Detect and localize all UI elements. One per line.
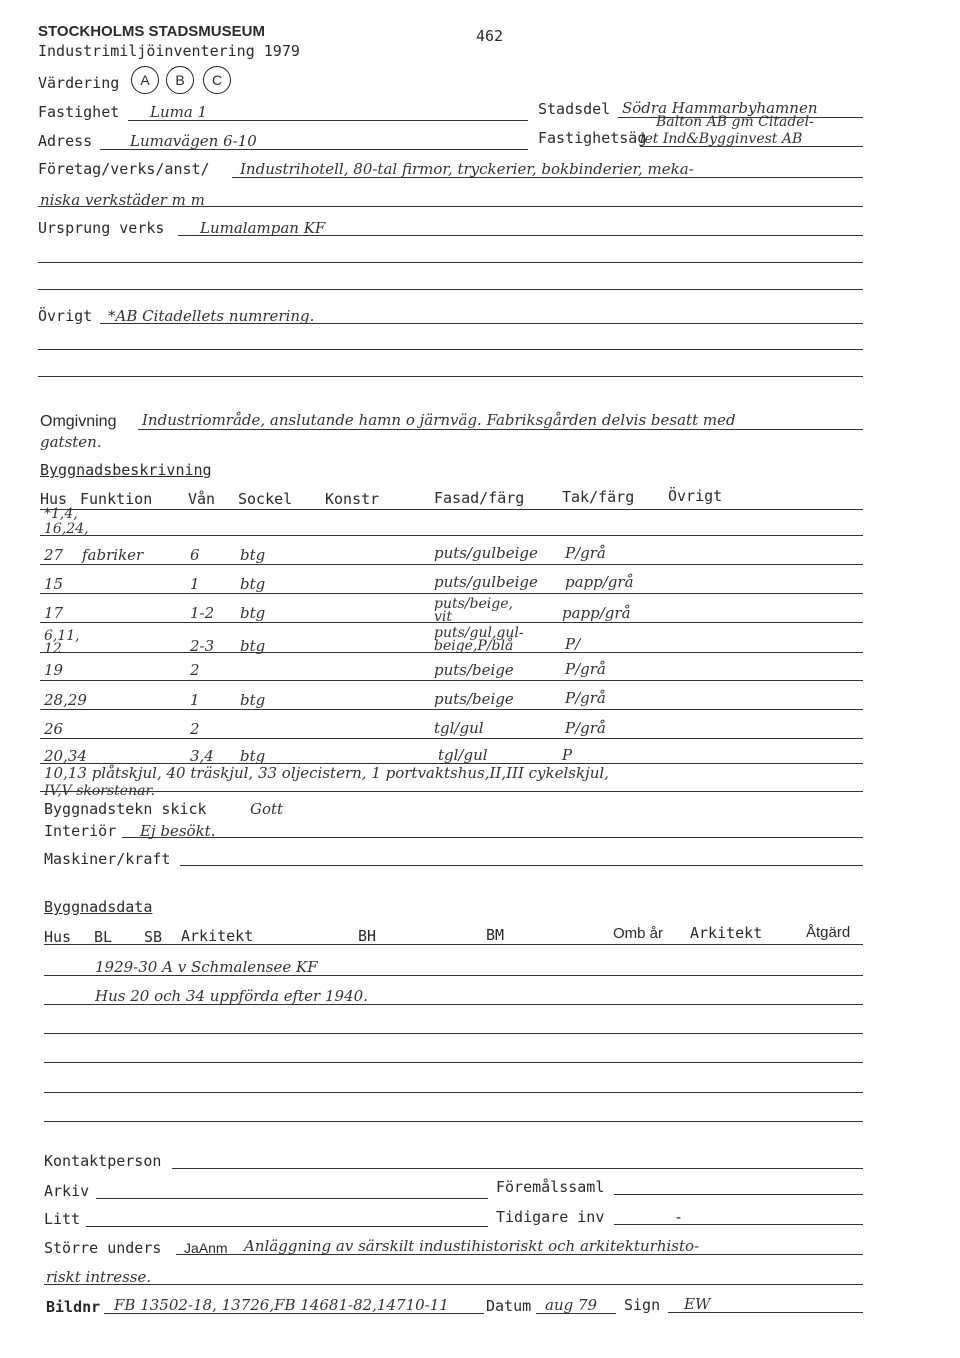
ursprung-value: Lumalampan KF bbox=[200, 219, 326, 237]
omgivning-label: Omgivning bbox=[40, 413, 117, 430]
table-row-tak: P bbox=[562, 746, 573, 764]
table-row-hus-line2: 12 bbox=[44, 641, 62, 657]
foremalssaml-label: Föremålssaml bbox=[496, 1178, 605, 1196]
bd-col-hus: Hus bbox=[44, 928, 72, 946]
storre-initials: JaAnm bbox=[184, 1240, 228, 1256]
interior-value: Ej besökt. bbox=[140, 822, 216, 840]
table-row-hus: 27 bbox=[44, 546, 64, 564]
table-row-fasad: puts/beige, bbox=[434, 596, 513, 612]
bd-col-sb: SB bbox=[144, 928, 163, 946]
building-note-1: 10,13 plåtskjul, 40 träskjul, 33 oljecistern, 1 portvaktshus,II,III cykelskjul, bbox=[44, 764, 609, 782]
bd-row-2: Hus 20 och 34 uppförda efter 1940. bbox=[95, 987, 368, 1005]
museum-title: STOCKHOLMS STADSMUSEUM bbox=[38, 23, 265, 40]
fastighetsagare-label: Fastighetsäg bbox=[538, 129, 647, 147]
kontaktperson-label: Kontaktperson bbox=[44, 1152, 162, 1170]
fastighet-label: Fastighet bbox=[38, 103, 120, 121]
table-row-funktion: fabriker bbox=[82, 546, 144, 564]
fastighet-value: Luma 1 bbox=[150, 103, 208, 121]
sign-label: Sign bbox=[624, 1296, 661, 1314]
table-row-hus: 26 bbox=[44, 720, 64, 738]
table-row-sockel: btg bbox=[240, 637, 266, 655]
bd-col-omb-ar: Omb år bbox=[613, 925, 664, 942]
foretag-value-2: niska verkstäder m m bbox=[40, 191, 205, 209]
litt-label: Litt bbox=[44, 1210, 81, 1228]
arkiv-label: Arkiv bbox=[44, 1182, 90, 1200]
interior-label: Interiör bbox=[44, 822, 117, 840]
valuation-label: Värdering bbox=[38, 74, 120, 92]
ursprung-label: Ursprung verks bbox=[38, 219, 165, 237]
adress-label: Adress bbox=[38, 132, 93, 150]
col-sockel: Sockel bbox=[238, 490, 293, 508]
table-row-van: 2 bbox=[190, 661, 200, 679]
maskiner-label: Maskiner/kraft bbox=[44, 850, 171, 868]
bd-col-bl: BL bbox=[94, 928, 113, 946]
ovrigt-label: Övrigt bbox=[38, 307, 93, 325]
col-hus: Hus bbox=[40, 490, 68, 508]
table-row-sockel: btg bbox=[240, 604, 266, 622]
table-row-tak: P/grå bbox=[565, 719, 606, 737]
table-row-hus: 28,29 bbox=[44, 691, 87, 709]
table-row-van: 3,4 bbox=[190, 747, 214, 765]
table-row-hus: 19 bbox=[44, 661, 64, 679]
storre-value-1: Anläggning av särskilt industihistoriskt och arkitekturhisto- bbox=[244, 1237, 700, 1255]
valuation-option-c: C bbox=[203, 66, 231, 94]
valuation-option-a: A bbox=[131, 66, 159, 94]
table-row-hus: 15 bbox=[44, 575, 64, 593]
col-tak: Tak/färg bbox=[562, 488, 635, 506]
table-row-tak: papp/grå bbox=[562, 604, 631, 622]
table-row-hus: *1,4, bbox=[44, 506, 78, 522]
storre-label: Större unders bbox=[44, 1239, 162, 1257]
table-row-van: 6 bbox=[190, 546, 200, 564]
bildnr-value: FB 13502-18, 13726,FB 14681-82,14710-11 bbox=[114, 1296, 449, 1314]
table-row-hus: 20,34 bbox=[44, 747, 87, 765]
bd-col-atgard: Åtgärd bbox=[806, 924, 851, 941]
sign-value: EW bbox=[684, 1295, 711, 1313]
table-row-fasad: puts/gul,gul- bbox=[434, 625, 524, 641]
table-row-fasad: puts/beige bbox=[434, 690, 514, 708]
table-row-fasad: puts/gulbeige bbox=[434, 573, 538, 591]
table-row-van: 1 bbox=[190, 691, 200, 709]
byggnadstekn-label: Byggnadstekn skick bbox=[44, 800, 207, 818]
page-number: 462 bbox=[476, 27, 504, 45]
table-row-van: 1-2 bbox=[190, 604, 215, 622]
table-row-tak: papp/grå bbox=[565, 573, 634, 591]
form-subtitle: Industrimiljöinventering 1979 bbox=[38, 42, 300, 60]
col-konstr: Konstr bbox=[325, 490, 380, 508]
table-row-fasad-line2: beige,P/blå bbox=[434, 638, 514, 654]
col-van: Vån bbox=[188, 490, 216, 508]
storre-value-2: riskt intresse. bbox=[46, 1268, 152, 1286]
foretag-value-1: Industrihotell, 80-tal firmor, tryckerier, bokbinderier, meka- bbox=[240, 160, 694, 178]
table-row-tak: P/grå bbox=[565, 689, 606, 707]
datum-value: aug 79 bbox=[545, 1296, 598, 1314]
ovrigt-value: *AB Citadellets numrering. bbox=[108, 307, 315, 325]
valuation-option-b: B bbox=[166, 66, 194, 94]
bd-col-arkitekt: Arkitekt bbox=[181, 927, 254, 945]
bd-col-bh: BH bbox=[358, 927, 377, 945]
stadsdel-value: Södra Hammarbyhamnen bbox=[622, 99, 818, 117]
table-row-van: 2-3 bbox=[190, 637, 215, 655]
tidigare-inv-label: Tidigare inv bbox=[496, 1208, 605, 1226]
table-row-fasad: puts/gulbeige bbox=[434, 544, 538, 562]
table-row-sockel: btg bbox=[240, 747, 266, 765]
col-fasad: Fasad/färg bbox=[434, 489, 525, 507]
table-row-tak: P/ bbox=[565, 635, 581, 653]
table-row-fasad: tgl/gul bbox=[434, 719, 484, 737]
tidigare-inv-value: - bbox=[674, 1208, 684, 1226]
omgivning-value-2: gatsten. bbox=[40, 433, 102, 451]
table-row-hus: 6,11, bbox=[44, 628, 80, 644]
table-row-sockel: btg bbox=[240, 691, 266, 709]
table-row-fasad-line2: vit bbox=[434, 609, 453, 625]
table-row-van: 1 bbox=[190, 575, 200, 593]
table-row-fasad: tgl/gul bbox=[438, 746, 488, 764]
table-row-fasad: puts/beige bbox=[434, 661, 514, 679]
table-row-sockel: btg bbox=[240, 575, 266, 593]
fastighetsagare-value-1: Balton AB gm Citadel- bbox=[656, 114, 814, 130]
table-row-sockel: btg bbox=[240, 546, 266, 564]
bildnr-label: Bildnr bbox=[46, 1298, 101, 1316]
table-row-van: 2 bbox=[190, 720, 200, 738]
bd-col-arkitekt-2: Arkitekt bbox=[690, 924, 763, 942]
table-row-tak: P/grå bbox=[565, 660, 606, 678]
byggnadsbeskrivning-title: Byggnadsbeskrivning bbox=[40, 461, 212, 479]
bd-row-1: 1929-30 A v Schmalensee KF bbox=[95, 958, 318, 976]
col-ovrigt: Övrigt bbox=[668, 487, 723, 505]
bd-col-bm: BM bbox=[486, 926, 505, 944]
foretag-label: Företag/verks/anst/ bbox=[38, 160, 210, 178]
byggnadsdata-title: Byggnadsdata bbox=[44, 898, 153, 916]
datum-label: Datum bbox=[486, 1297, 532, 1315]
stadsdel-label: Stadsdel bbox=[538, 100, 611, 118]
fastighetsagare-value-2: let Ind&Bygginvest AB bbox=[640, 131, 803, 147]
omgivning-value-1: Industriområde, anslutande hamn o järnväg. Fabriksgården delvis besatt med bbox=[142, 411, 736, 429]
table-row-hus: 16,24, bbox=[44, 521, 89, 537]
adress-value: Lumavägen 6-10 bbox=[130, 132, 257, 150]
table-row-hus: 17 bbox=[44, 604, 64, 622]
byggnadstekn-value: Gott bbox=[250, 800, 284, 818]
table-row-tak: P/grå bbox=[565, 544, 606, 562]
col-funktion: Funktion bbox=[80, 490, 153, 508]
building-note-2: IV,V skorstenar. bbox=[44, 783, 156, 799]
